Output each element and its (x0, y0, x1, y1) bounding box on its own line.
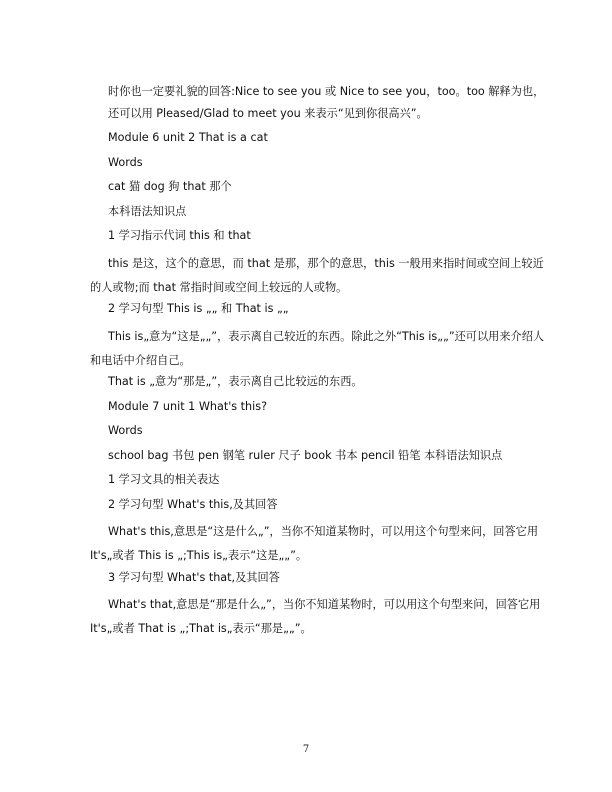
paragraph: That is „意为“那是„”，表示离自己比较远的东西。 (108, 375, 363, 388)
paragraph: 还可以用 Pleased/Glad to meet you 来表示“见到你很高兴”。 (108, 106, 428, 120)
document-body (90, 80, 552, 642)
point-heading: 1 学习文具的相关表达 (108, 473, 220, 486)
words-heading: Words (108, 155, 143, 169)
paragraph: What's this,意思是“这是什么„”，当你不知道某物时，可以用这个句型来问，回答它用 It's„或者 This is „;This is„表示“这是„„”。 (90, 525, 539, 562)
point-heading: 2 学习句型 What's this,及其回答 (108, 497, 278, 511)
words-heading: Words (108, 424, 143, 437)
page-number: 7 (302, 744, 310, 755)
paragraph: this 是这，这个的意思，而 that 是那，那个的意思，this 一般用来指时间或空间上较近的人或物;而 that 常指时间或空间上较远的人或物。 (90, 256, 544, 294)
module-heading: Module 7 unit 1 What's this? (108, 399, 268, 413)
point-heading: 3 学习句型 What's that,及其回答 (108, 570, 280, 584)
vocabulary-line: cat 猫 dog 狗 that 那个 (108, 180, 232, 193)
paragraph: This is„意为“这是„„”，表示离自己较近的东西。除此之外“This is„„”还可以用来介绍人和电话中介绍自己。 (90, 329, 545, 367)
vocabulary-line: school bag 书包 pen 钢笔 ruler 尺子 book 书本 pencil 铅笔 本科语法知识点 (108, 448, 503, 462)
grammar-heading: 本科语法知识点 (108, 204, 187, 218)
module-heading: Module 6 unit 2 That is a cat (108, 131, 268, 144)
point-heading: 2 学习句型 This is „„ 和 That is „„ (108, 302, 289, 315)
paragraph: 时你也一定要礼貌的回答:Nice to see you 或 Nice to see you，too。too 解释为也， (108, 85, 545, 98)
paragraph: What's that,意思是“那是什么„”，当你不知道某物时，可以用这个句型来问，回答它用 It's„或者 That is „;That is„表示“那是„„”。 (90, 598, 541, 635)
point-heading: 1 学习指示代词 this 和 that (108, 229, 251, 242)
